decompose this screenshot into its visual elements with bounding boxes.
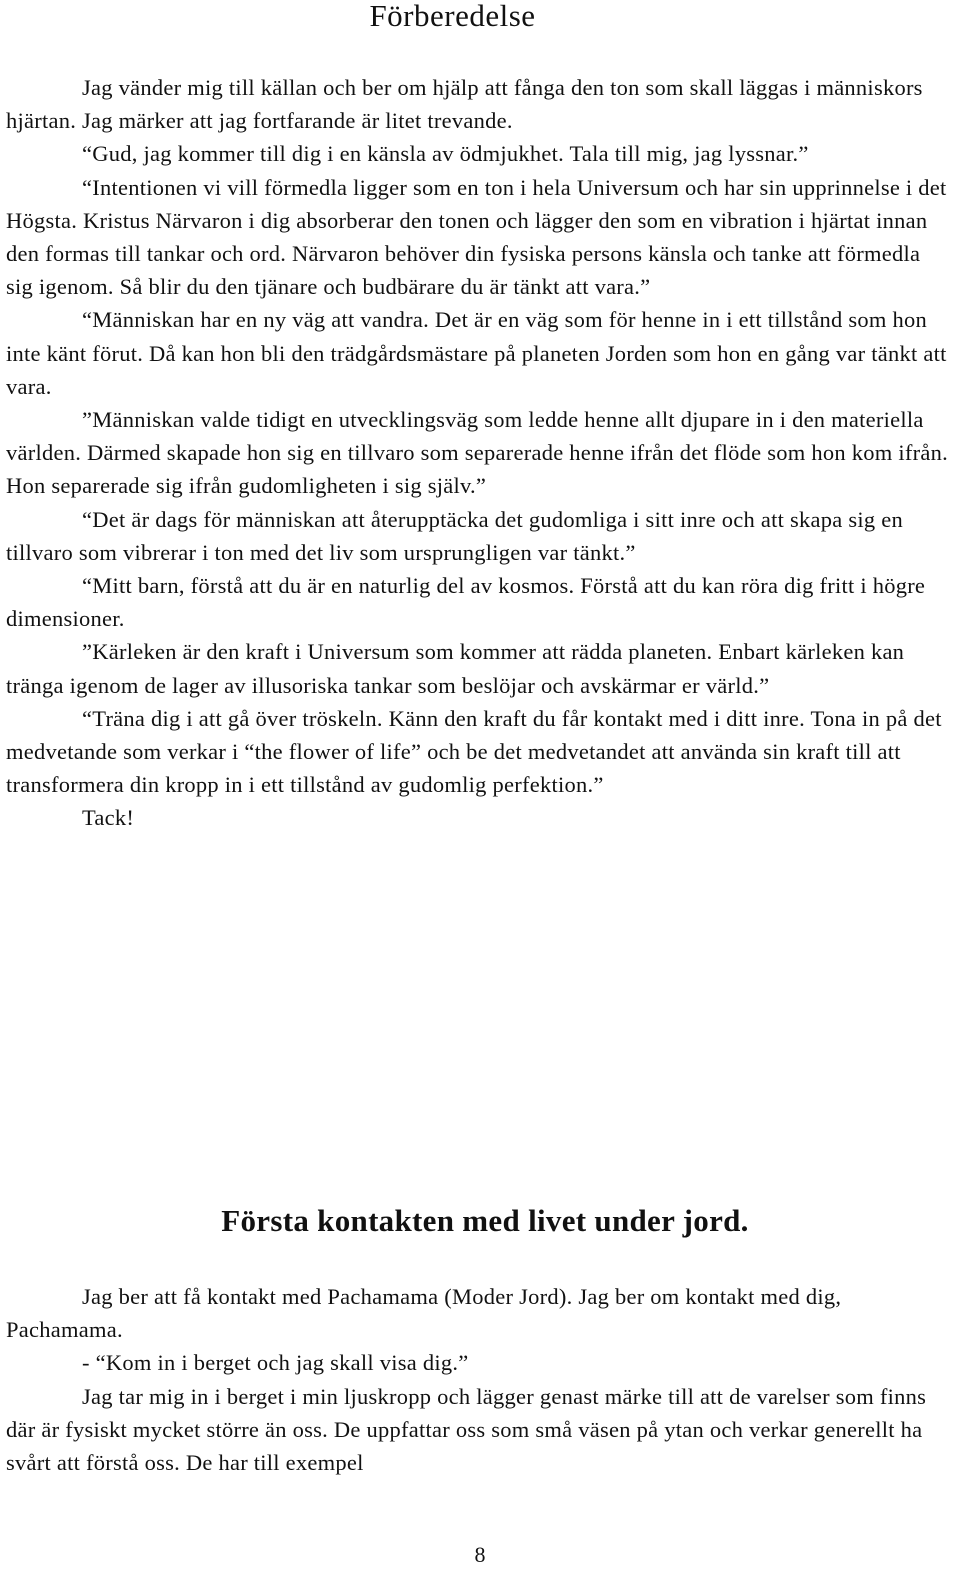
section-body-forsta-kontakten [6,1280,952,1479]
paragraph: “Träna dig i att gå över tröskeln. Känn den kraft du får kontakt med i ditt inre. Tona in på det medvetande som verkar i “the flower of life” och be det medvetandet att använda sin kraft till att transformera din kropp in i ett tillstånd av gudomlig perfektion.” [6,705,942,798]
paragraph: - “Kom in i berget och jag skall visa dig.” [82,1350,469,1376]
section-heading-forberedelse: Förberedelse [369,0,536,33]
paragraph: “Människan har en ny väg att vandra. Det är en väg som för henne in i ett tillstånd som hon inte känt förut. Då kan hon bli den trädgårdsmästare på planeten Jorden som hon en gång var tänkt att vara. [6,307,947,399]
paragraph: “Gud, jag kommer till dig i en känsla av ödmjukhet. Tala till mig, jag lyssnar.” [82,141,809,167]
paragraph: “Det är dags för människan att återupptäcka det gudomliga i sitt inre och att skapa sig en tillvaro som vibrerar i ton med det liv som ursprungligen var tänkt.” [6,506,903,565]
section-heading-forsta-kontakten: Första kontakten med livet under jord. [221,1203,749,1238]
paragraph: ”Kärleken är den kraft i Universum som kommer att rädda planeten. Enbart kärleken kan tränga igenom de lager av illusoriska tankar som beslöjar och avskärmar er värld.” [6,639,905,698]
paragraph: ”Människan valde tidigt en utvecklingsväg som ledde henne allt djupare in i den materiella världen. Därmed skapade hon sig en tillvaro som separerade henne ifrån det flöde som hon kom ifrån. Hon separerade sig ifrån gudomligheten i sig själv.” [6,407,948,499]
paragraph: Jag ber att få kontakt med Pachamama (Moder Jord). Jag ber om kontakt med dig, Pachamama. [6,1284,842,1343]
section-body-forberedelse [6,71,952,835]
paragraph: “Intentionen vi vill förmedla ligger som en ton i hela Universum och har sin upprinnelse i det Högsta. Kristus Närvaron i dig absorberar den tonen och lägger den som en vibration i hjärtat innan den formas till tankar och ord. Närvaron behöver din fysiska persons känsla och tanke att förmedla sig igenom. Så blir du den tjänare och budbärare du är tänkt att vara.” [6,174,947,300]
page-number: 8 [474,1542,486,1567]
paragraph: Jag tar mig in i berget i min ljuskropp och lägger genast märke till att de varelser som finns där är fysiskt mycket större än oss. De uppfattar oss som små väsen på ytan och verkar generellt ha svårt att förstå oss. De har till exempel [6,1383,927,1476]
paragraph: Jag vänder mig till källan och ber om hjälp att fånga den ton som skall läggas i människors hjärtan. Jag märker att jag fortfarande är litet trevande. [6,75,923,134]
paragraph: Tack! [82,805,135,831]
paragraph: “Mitt barn, förstå att du är en naturlig del av kosmos. Förstå att du kan röra dig fritt i högre dimensioner. [6,573,926,632]
